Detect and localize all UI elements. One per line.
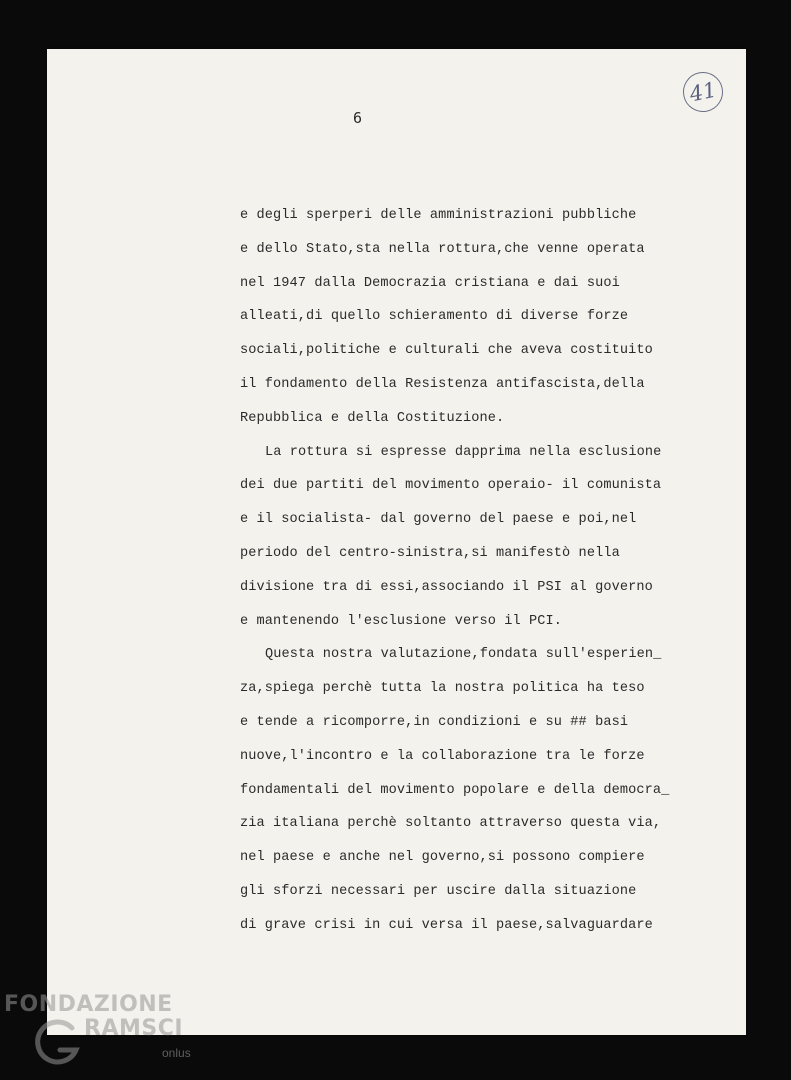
text-line: il fondamento della Resistenza antifascista,della: [240, 376, 645, 392]
page-number: 6: [353, 109, 363, 127]
text-line: periodo del centro-sinistra,si manifestò nella: [240, 545, 620, 561]
watermark-line-2: RAMSCI: [84, 1016, 184, 1041]
text-line: e dello Stato,sta nella rottura,che venne operata: [240, 241, 645, 257]
gramsci-g-logo-icon: [32, 1016, 86, 1070]
text-line: di grave crisi in cui versa il paese,salvaguardare: [240, 917, 653, 933]
text-line: Questa nostra valutazione,fondata sull'esperien_: [265, 647, 662, 663]
text-line: divisione tra di essi,associando il PSI al governo: [240, 579, 653, 595]
text-line: Repubblica e della Costituzione.: [240, 410, 505, 426]
text-line: e mantenendo l'esclusione verso il PCI.: [240, 613, 563, 629]
text-line: alleati,di quello schieramento di diverse forze: [240, 309, 629, 325]
text-line: La rottura si espresse dapprima nella esclusione: [265, 444, 662, 460]
fondazione-gramsci-watermark: [4, 992, 204, 1077]
text-line: za,spiega perchè tutta la nostra politica ha teso: [240, 681, 645, 697]
text-line: e il socialista- dal governo del paese e poi,nel: [240, 512, 637, 528]
body-text: [240, 199, 735, 943]
text-line: e tende a ricomporre,in condizioni e su ## basi: [240, 714, 629, 730]
text-line: nel paese e anche nel governo,si possono compiere: [240, 850, 645, 866]
typewritten-page: [47, 49, 746, 1035]
text-line: dei due partiti del movimento operaio- il comunista: [240, 478, 662, 494]
text-line: fondamentali del movimento popolare e della democra_: [240, 782, 670, 798]
text-line: gli sforzi necessari per uscire dalla situazione: [240, 883, 637, 899]
archive-number-circled: [679, 68, 726, 115]
archive-number-text: 41: [687, 77, 719, 107]
text-line: nuove,l'incontro e la collaborazione tra le forze: [240, 748, 645, 764]
text-line: e degli sperperi delle amministrazioni pubbliche: [240, 208, 637, 223]
text-line: sociali,politiche e culturali che aveva costituito: [240, 343, 653, 359]
text-line: zia italiana perchè soltanto attraverso questa via,: [240, 816, 662, 832]
watermark-line-3: onlus: [162, 1046, 191, 1060]
watermark-line-1: FONDAZIONE: [4, 992, 173, 1017]
text-line: nel 1947 dalla Democrazia cristiana e dai suoi: [240, 275, 620, 291]
